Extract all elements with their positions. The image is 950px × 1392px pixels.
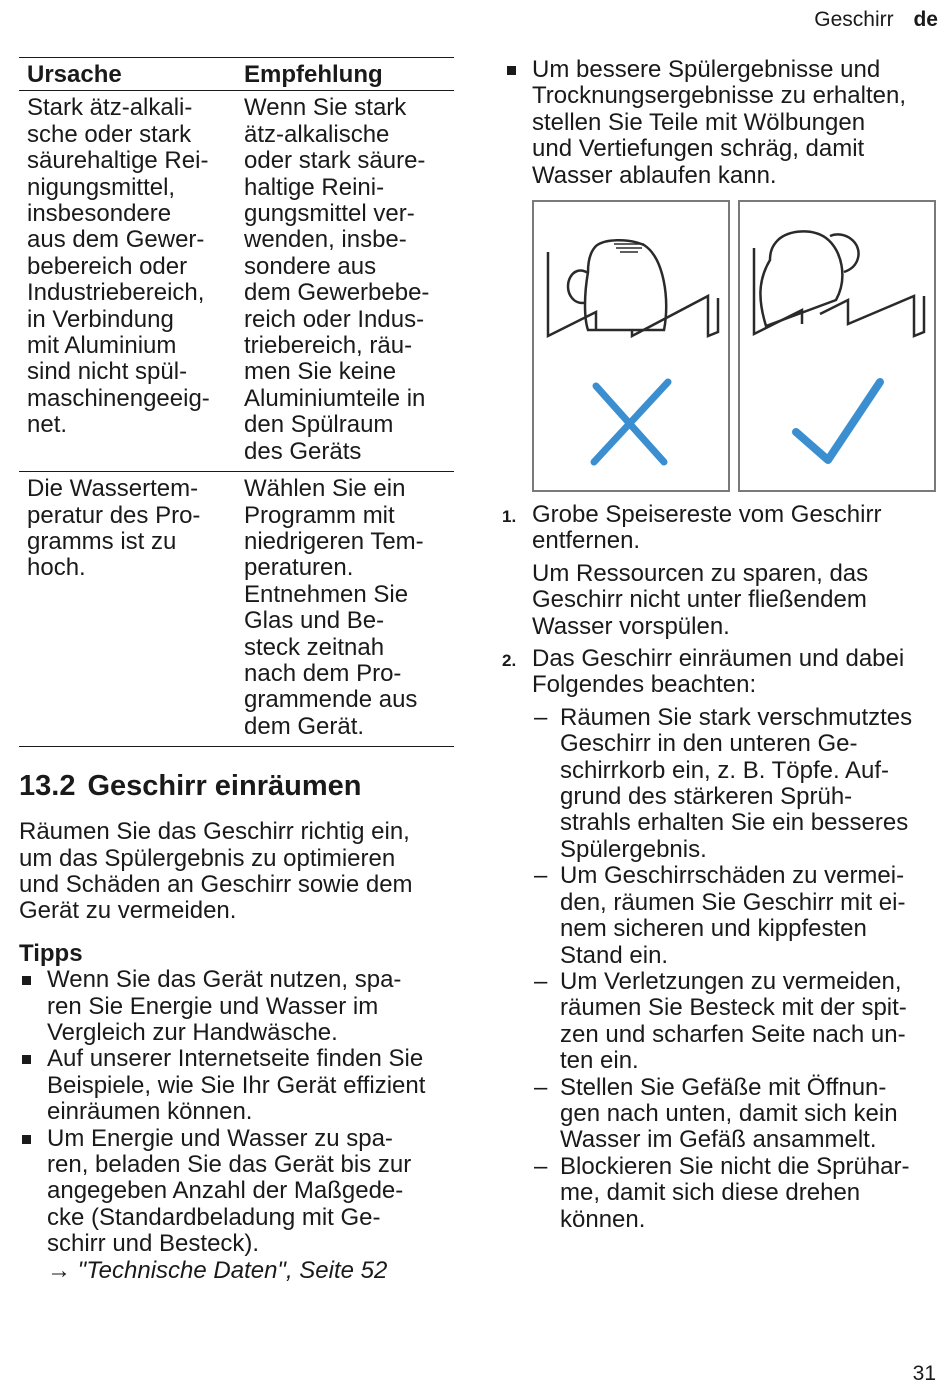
list-item: – Um Verletzungen zu vermeiden, räumen Sie Besteck mit der spit- zen und scharfen Seite nach un- ten ein. <box>532 969 944 1075</box>
step-substeps <box>532 705 944 1233</box>
table-cell-recommendation: Wählen Sie ein Programm mit niedrigeren Tem- peraturen. Entnehmen Sie Glas und Be- steck zeitnah nach dem Pro- grammende aus dem Gerät. <box>236 472 454 747</box>
table-header-row <box>19 58 454 91</box>
cross-reference-link[interactable]: → "Technische Daten", Seite 52 <box>47 1256 388 1284</box>
step-item <box>500 646 944 1233</box>
list-item: Um Energie und Wasser zu spa- ren, beladen Sie das Gerät bis zur angegeben Anzahl der Maßgede- cke (Standardbeladung mit Ge- schirr und Besteck). → "Technische Daten", Seite 52 <box>19 1126 454 1284</box>
page-number: 31 <box>912 1362 936 1385</box>
header-section-title: Geschirr <box>814 8 894 31</box>
table-cell-cause: Stark ätz-alkali- sche oder stark säurehaltige Rei- nigungsmittel, insbesondere aus dem Gewer- bebereich oder Industriebereich, in Verbindung mit Aluminium sind nicht spül- maschinengeeig- net. <box>19 91 236 472</box>
table-cell-recommendation: Wenn Sie stark ätz-alkalische oder stark säure- haltige Reini- gungsmittel ver- wenden, insbe- sondere aus dem Gewerbebe- reich oder Indus- triebereich, räu- men Sie keine Aluminiumteile in den Spülraum des Geräts <box>236 91 454 472</box>
column-header-cause: Ursache <box>19 58 236 91</box>
column-header-recommendation: Empfehlung <box>236 58 454 91</box>
list-item: Auf unserer Internetseite finden Sie Beispiele, wie Sie Ihr Gerät effizient einräumen können. <box>19 1046 454 1125</box>
table-row <box>19 91 454 472</box>
loading-steps <box>500 502 944 1233</box>
list-item: – Räumen Sie stark verschmutztes Geschirr in den unteren Ge- schirrkorb ein, z. B. Töpfe. Auf- grund des stärkeren Sprüh- strahls erhalten Sie ein besseres Spülergebnis. <box>532 705 944 863</box>
list-item: Wenn Sie das Gerät nutzen, spa- ren Sie Energie und Wasser im Vergleich zur Handwäsche. <box>19 967 454 1046</box>
section-heading <box>19 769 454 803</box>
header-language-code: de <box>913 8 938 31</box>
tips-list <box>19 967 454 1284</box>
section-title: Geschirr einräumen <box>87 770 362 803</box>
loading-tip-list <box>504 57 944 189</box>
running-header <box>814 8 938 32</box>
list-item: Um bessere Spülergebnisse und Trocknungsergebnisse zu erhalten, stellen Sie Teile mit Wölbungen und Vertiefungen schräg, damit Wasser ablaufen kann. <box>504 57 944 189</box>
table-row <box>19 472 454 747</box>
list-item: – Blockieren Sie nicht die Sprühar- me, damit sich diese drehen können. <box>532 1154 944 1233</box>
step-text: Grobe Speisereste vom Geschirr entfernen. <box>532 501 882 555</box>
table-cell-cause: Die Wassertem- peratur des Pro- gramms ist zu hoch. <box>19 472 236 747</box>
left-column <box>19 57 454 1284</box>
cause-recommendation-table <box>19 57 454 747</box>
step-number: 1. <box>502 507 517 526</box>
step-item <box>500 502 944 640</box>
list-item: – Stellen Sie Gefäße mit Öffnun- gen nach unten, damit sich kein Wasser im Gefäß ansammelt. <box>532 1075 944 1154</box>
right-column <box>504 57 944 189</box>
cup-placement-illustration <box>532 200 936 492</box>
section-intro: Räumen Sie das Geschirr richtig ein, um das Spülergebnis zu optimieren und Schäden an Geschirr sowie dem Gerät zu vermeiden. <box>19 818 413 925</box>
step-number: 2. <box>502 651 517 671</box>
section-number: 13.2 <box>19 770 76 803</box>
list-item: – Um Geschirrschäden zu vermei- den, räumen Sie Geschirr mit ei- nem sicheren und kippfesten Stand ein. <box>532 863 944 969</box>
step-text: Das Geschirr einräumen und dabei Folgendes beachten: <box>532 645 905 699</box>
step-note: Um Ressourcen zu sparen, das Geschirr nicht unter fließendem Wasser vorspülen. <box>532 559 869 640</box>
tips-heading: Tipps <box>19 939 83 967</box>
